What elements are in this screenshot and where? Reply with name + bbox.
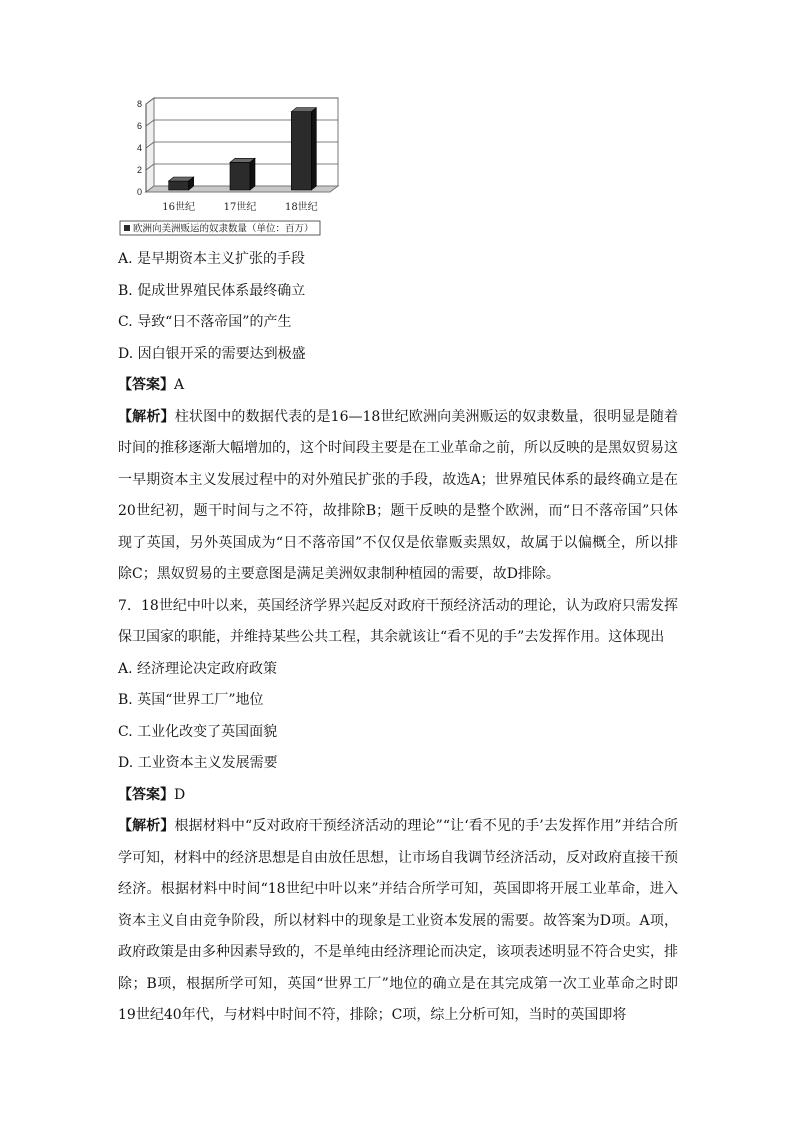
x-tick-label: 18世纪 xyxy=(284,202,318,213)
y-tick-label: 0 xyxy=(136,187,142,197)
chart-svg xyxy=(110,96,350,240)
q7-analysis: 【解析】根据材料中“反对政府干预经济活动的理论”“让‘看不见的手’去发挥作用”并结合所学可知，材料中的经济思想是自由放任思想，让市场自我调节经济活动，反对政府直接干预经济。根据材料中时间“18世纪中叶以来”并结合所学可知，英国即将开展工业革命，进入资本主义自由竞争阶段，所以材料中的现象是工业资本发展的需要。故答案为D项。A项，政府政策是由多种因素导致的，不是单纯由经济理论而决定，该项表述明显不符合史实，排除；B项，根据所学可知，英国“世界工厂”地位的确立是在其完成第一次工业革命之时即19世纪40年代，与材料中时间不符，排除；C项，综上分析可知，当时的英国即将 xyxy=(118,818,678,1023)
q7-option-d: D. 工业资本主义发展需要 xyxy=(118,755,278,771)
q6-answer: 【答案】A xyxy=(118,377,185,393)
x-tick-label: 16世纪 xyxy=(162,202,196,213)
bar-side xyxy=(250,158,255,190)
q6-analysis: 【解析】柱状图中的数据代表的是16—18世纪欧洲向美洲贩运的奴隶数量，很明显是随着时间的推移逐渐大幅增加的，这个时间段主要是在工业革命之前，所以反映的是黑奴贸易这一早期资本主义发展过程中的对外殖民扩张的手段，故选A；世界殖民体系的最终确立是在20世纪初，题干时间与之不符，故排除B；题干反映的是整个欧洲，而“日不落帝国”只体现了英国，另外英国成为“日不落帝国”不仅仅是依靠贩卖黑奴，故属于以偏概全，所以排除C；黑奴贸易的主要意图是满足美洲奴隶制种植园的需要，故D排除。 xyxy=(118,408,678,582)
q7-option-c: C. 工业化改变了英国面貌 xyxy=(118,723,278,740)
q7-answer: 【答案】D xyxy=(118,786,186,803)
q6-option-b: B. 促成世界殖民体系最终确立 xyxy=(118,282,306,299)
legend-swatch xyxy=(124,225,130,231)
y-tick-label: 4 xyxy=(136,143,142,153)
q6-option-c: C. 导致“日不落帝国”的产生 xyxy=(118,314,292,330)
q7-option-b: B. 英国“世界工厂”地位 xyxy=(118,692,264,708)
bar xyxy=(291,112,311,190)
bar xyxy=(230,162,250,190)
q7-stem: 7．18世纪中叶以来，英国经济学界兴起反对政府干预经济活动的理论，认为政府只需发挥保卫国家的职能，并维持某些公共工程，其余就该让“看不见的手”去发挥作用。这体现出 xyxy=(118,597,678,645)
y-tick-label: 6 xyxy=(136,121,142,131)
x-tick-label: 17世纪 xyxy=(223,202,257,213)
slave-trade-bar-chart xyxy=(110,96,350,240)
question-content xyxy=(118,244,678,1032)
bar-side xyxy=(311,108,316,190)
bar xyxy=(169,181,189,190)
y-tick-label: 8 xyxy=(136,99,142,109)
q6-option-a: A. 是早期资本主义扩张的手段 xyxy=(118,251,306,267)
q7-option-a: A. 经济理论决定政府政策 xyxy=(118,660,278,677)
legend-label: 欧洲向美洲贩运的奴隶数量（单位：百万） xyxy=(133,223,314,235)
y-tick-label: 2 xyxy=(136,165,142,175)
q6-option-d: D. 因白银开采的需要达到极盛 xyxy=(118,345,306,362)
